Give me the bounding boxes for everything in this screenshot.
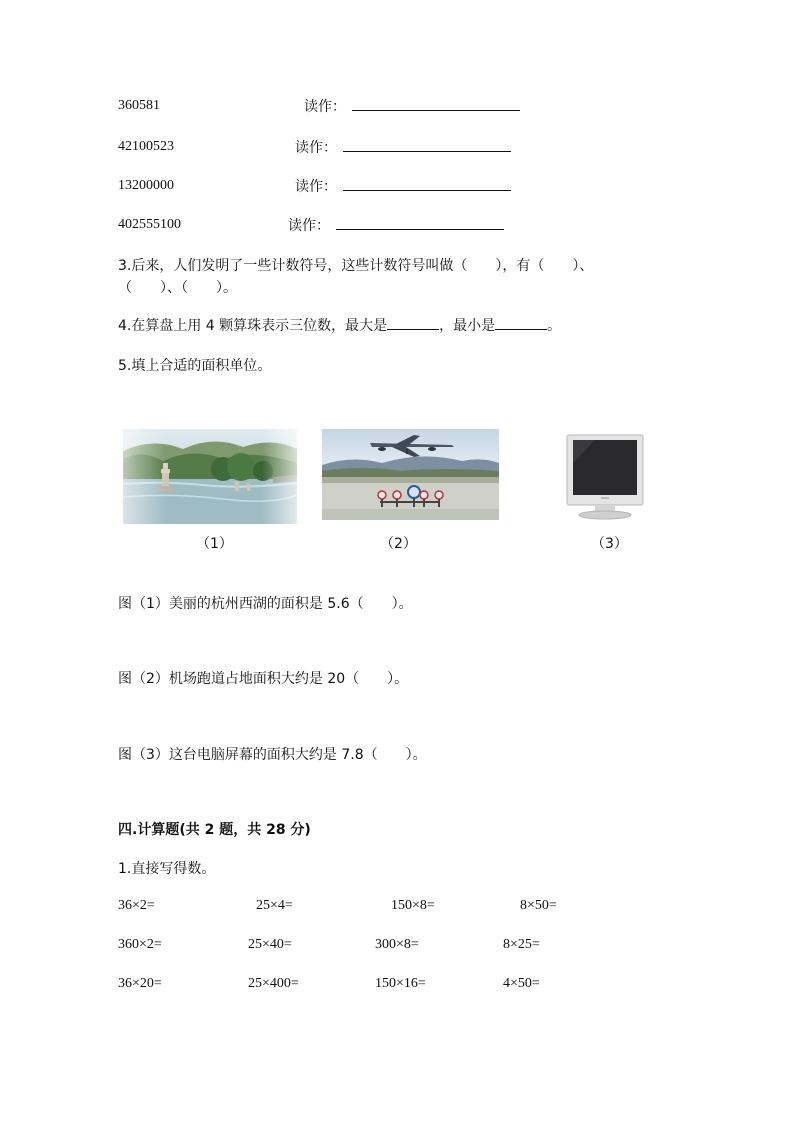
calc-item: 36×20=	[118, 976, 162, 991]
figure-1-caption: （1）	[196, 536, 233, 552]
figure-2-caption: （2）	[380, 536, 417, 552]
calc-item: 8×25=	[503, 937, 540, 952]
figure-question-2: 图（2）机场跑道占地面积大约是 20（ ）。	[118, 671, 409, 687]
number-text: 13200000	[118, 178, 174, 193]
answer-blank[interactable]	[343, 137, 511, 152]
calc-item: 360×2=	[118, 937, 162, 952]
max-blank[interactable]	[387, 317, 439, 330]
question-4-middle: ，最小是	[439, 318, 496, 334]
read-row-1	[118, 96, 678, 116]
read-row-4	[118, 215, 678, 235]
answer-blank[interactable]	[352, 96, 520, 111]
question-4-prefix: 4.在算盘上用 4 颗算珠表示三位数，最大是	[118, 318, 388, 334]
west-lake-image	[123, 429, 297, 524]
computer-monitor-image	[565, 433, 645, 521]
calc-item: 25×4=	[256, 898, 293, 913]
figure-3-caption: （3）	[591, 536, 628, 552]
read-label: 读作：	[304, 99, 346, 115]
calc-item: 150×8=	[391, 898, 435, 913]
calc-item: 8×50=	[520, 898, 557, 913]
answer-blank[interactable]	[336, 215, 504, 230]
number-text: 402555100	[118, 217, 181, 232]
question-5-title: 5.填上合适的面积单位。	[118, 358, 272, 374]
section-4-title: 四.计算题(共 2 题，共 28 分)	[118, 822, 311, 838]
calc-item: 25×400=	[248, 976, 299, 991]
airport-runway-image	[322, 429, 499, 520]
answer-blank[interactable]	[343, 176, 511, 191]
read-label: 读作：	[295, 179, 337, 195]
figure-question-3: 图（3）这台电脑屏幕的面积大约是 7.8（ ）。	[118, 747, 427, 763]
figure-question-1: 图（1）美丽的杭州西湖的面积是 5.6（ ）。	[118, 596, 413, 612]
question-3-line-1: 3.后来，人们发明了一些计数符号，这些计数符号叫做（ ），有（ ）、	[118, 258, 594, 274]
read-label: 读作：	[295, 140, 337, 156]
calc-item: 300×8=	[375, 937, 419, 952]
calc-item: 150×16=	[375, 976, 426, 991]
calc-item: 36×2=	[118, 898, 155, 913]
number-text: 360581	[118, 98, 160, 113]
calc-item: 4×50=	[503, 976, 540, 991]
read-row-2	[118, 137, 678, 157]
min-blank[interactable]	[495, 317, 547, 330]
read-row-3	[118, 176, 678, 196]
calc-item: 25×40=	[248, 937, 292, 952]
question-4	[118, 315, 561, 335]
question-3-line-2: （ ）、（ ）。	[118, 280, 237, 296]
section-4-question-1: 1.直接写得数。	[118, 861, 216, 877]
read-label: 读作：	[288, 218, 330, 234]
number-text: 42100523	[118, 139, 174, 154]
question-4-suffix: 。	[547, 318, 562, 334]
